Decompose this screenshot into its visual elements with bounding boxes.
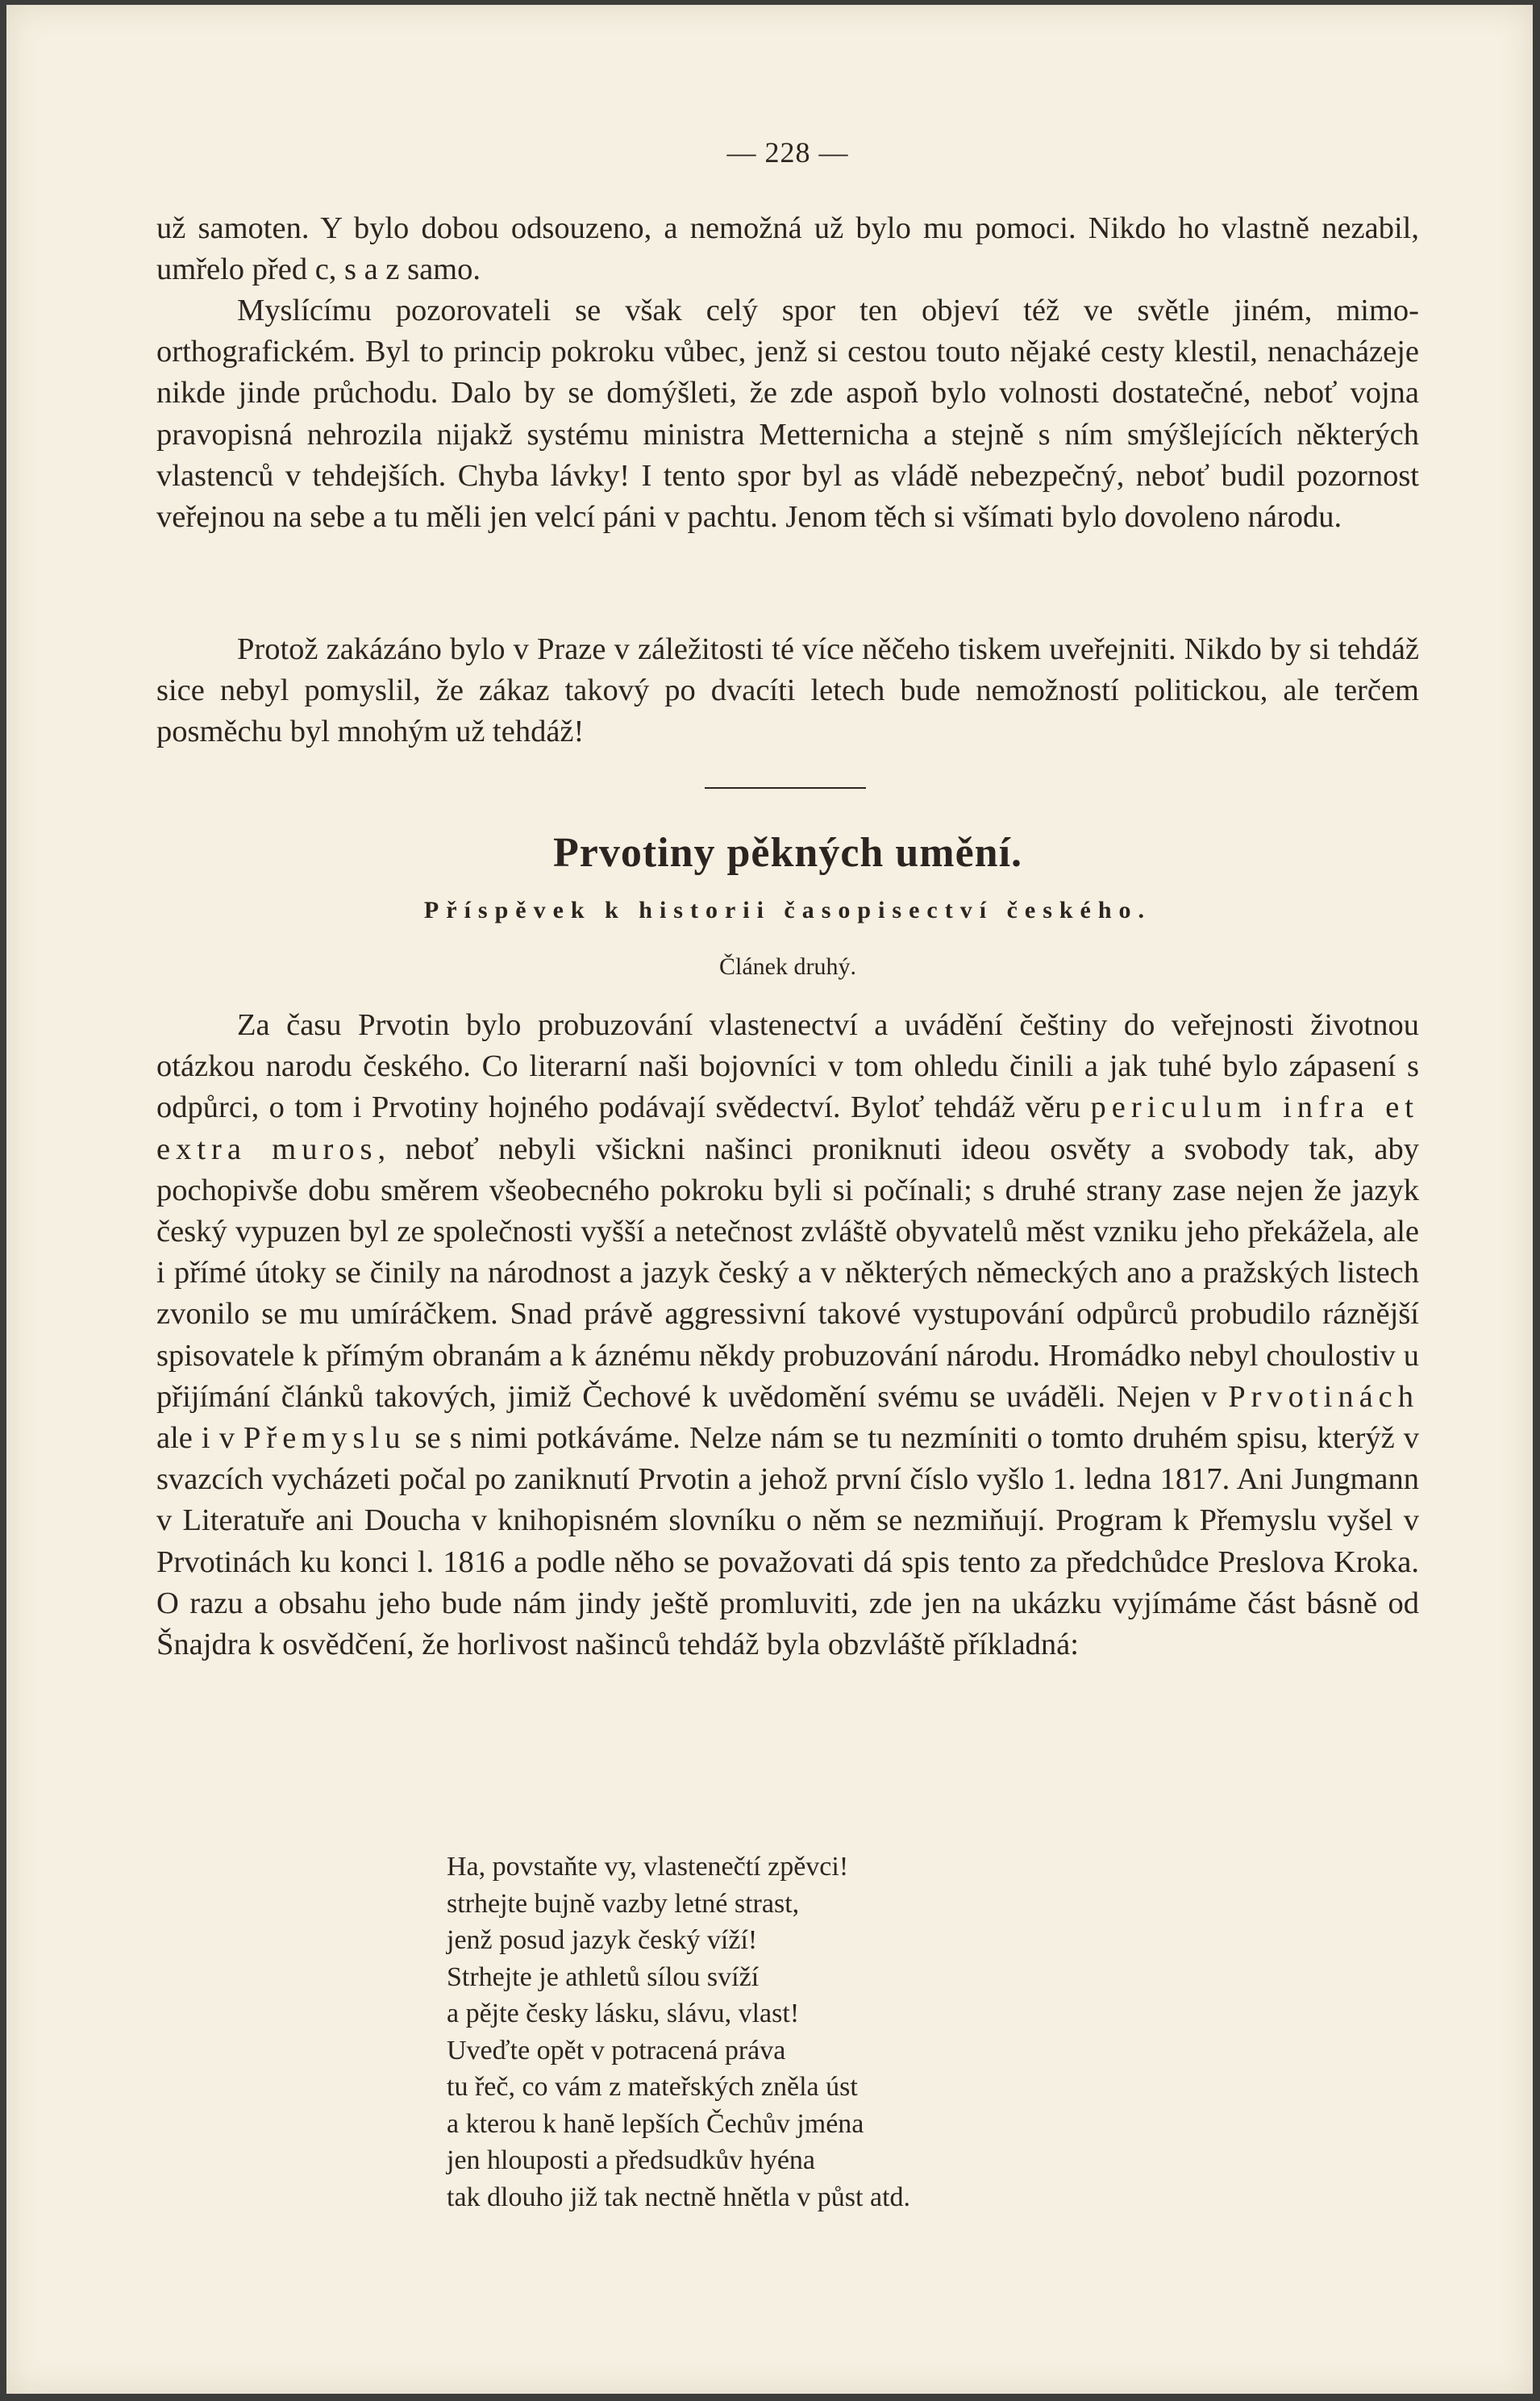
book-page	[6, 5, 1533, 2394]
article-body	[156, 1005, 1419, 1665]
article-subtitle: Příspěvek k historii časopisectví českého.	[423, 897, 1152, 923]
body-text: se s nimi potkáváme. Nelze nám se tu nezmíniti o tomto druhém spisu, kterýž v svazcích vycházeti počal po zaniknutí Prvotin a jehož první číslo vyšlo 1. ledna 1817. Ani Jungmann v Literatuře ani Doucha v knihopisném slovníku o něm se nezmiňují. Program k Přemyslu vyšel v Prvotinách ku konci l. 1816 a podle něho se považovati dá spis tento za předchůdce Preslova Kroka. O razu a obsahu jeho bude nám jindy ještě promluviti, zde jen na ukázku vyjímáme část básně od Šnajdra k osvědčení, že horlivost našinců tehdáž byla obzvláště příkladná:	[156, 1421, 1419, 1662]
poem-line: Uveďte opět v potracená práva	[447, 2035, 786, 2065]
paragraph-1: už samoten. Y bylo dobou odsouzeno, a nemožná už bylo mu pomoci. Nikdo ho vlastně nezabil, umřelo před c, s a z samo.	[156, 211, 1419, 287]
poem-excerpt	[447, 1849, 1172, 2216]
article-title: Prvotiny pěkných umění.	[552, 830, 1023, 876]
paragraph-2: Myslícímu pozorovateli se však celý spor ten objeví též ve světle jiném, mimo-orthografickém. Byl to princip pokroku vůbec, jenž si cestou touto nějaké cesty klestil, nenacházeje nikde jinde průchodu. Dalo by se domýšleti, že zde aspoň bylo volnosti dostatečné, neboť vojna pravopisná nehrozila nijakž systému ministra Metternicha a stejně s ním smýšlejících některých vlastenců v tehdejších. Chyba lávky! I tento spor byl as vládě nebezpečný, neboť budil pozornost veřejnou na sebe a tu měli jen velcí páni v pachtu. Jenom těch si všímati bylo dovoleno národu.	[156, 294, 1419, 535]
poem-line: tu řeč, co vám z mateřských zněla úst	[447, 2072, 858, 2102]
poem-line: a pějte česky lásku, slávu, vlast!	[447, 1999, 800, 2028]
poem-line: jen hlouposti a předsudkův hyéna	[447, 2145, 816, 2175]
poem-line: tak dlouho již tak nectně hnětla v půst atd.	[447, 2182, 911, 2212]
body-text: , neboť nebyli všickni našinci proniknuti ideou osvěty a svobody tak, aby pochopivše dobu směrem všeobecného pokroku byli si počínali; s druhé strany zase nejen že jazyk český vypuzen byl ze společnosti vyšší a netečnost zvláště obyvatelů měst vzniku jeho překážela, ale i přímé útoky se činily na národnost a jazyk český a v některých německých ano a pražských listech zvonilo se mu umíráčkem. Snad právě aggressivní takové vystupování odpůrců probudilo ráznější spisovatele k přímým obranám a k áznému někdy probuzování národu. Hromádko nebyl choulostiv u přijímání článků takových, jimiž Čechové k uvědomění svému se uváděli. Nejen v	[156, 1132, 1419, 1414]
poem-line: jenž posud jazyk český víží!	[447, 1925, 758, 1955]
poem-line: a kterou k hanĕ lepších Čechův jména	[447, 2108, 864, 2139]
poem-line: Ha, povstaňte vy, vlastenečtí zpěvci!	[447, 1852, 849, 1882]
poem-line: strhejte bujně vazby letné strast,	[447, 1888, 800, 1919]
spaced-title-prvotinach: Prvotinách	[1228, 1379, 1419, 1414]
latin-phrase: periculum infra et extra muros	[156, 1090, 1419, 1166]
body-text: Za času Prvotin bylo probuzování vlastenectví a uvádění češtiny do veřejnosti životnou otázkou narodu českého. Co literarní naši bojovníci v tom ohledu činili a jak tuhé bylo zápasení s odpůrci, o tom i Prvotiny hojného podávají svědectví. Bylоť tehdáž věru	[156, 1008, 1419, 1125]
poem-line: Strhejte je athletů sílou svíží	[447, 1961, 760, 1992]
page-number: — 228 —	[726, 136, 849, 169]
body-text: ale i v	[156, 1421, 244, 1456]
section-divider	[705, 787, 866, 789]
paragraph-3: Protož zakázáno bylo v Praze v záležitosti té více něčeho tiskem uveřejniti. Nikdo by si tehdáž sice nebyl pomyslil, že zákaz takový po dvacíti letech bude nemožností politickou, ale terčem posměchu byl mnohým už tehdáž!	[156, 632, 1419, 749]
spaced-title-premyslu: Přemyslu	[243, 1421, 406, 1456]
article-part: Článek druhý.	[719, 953, 856, 980]
